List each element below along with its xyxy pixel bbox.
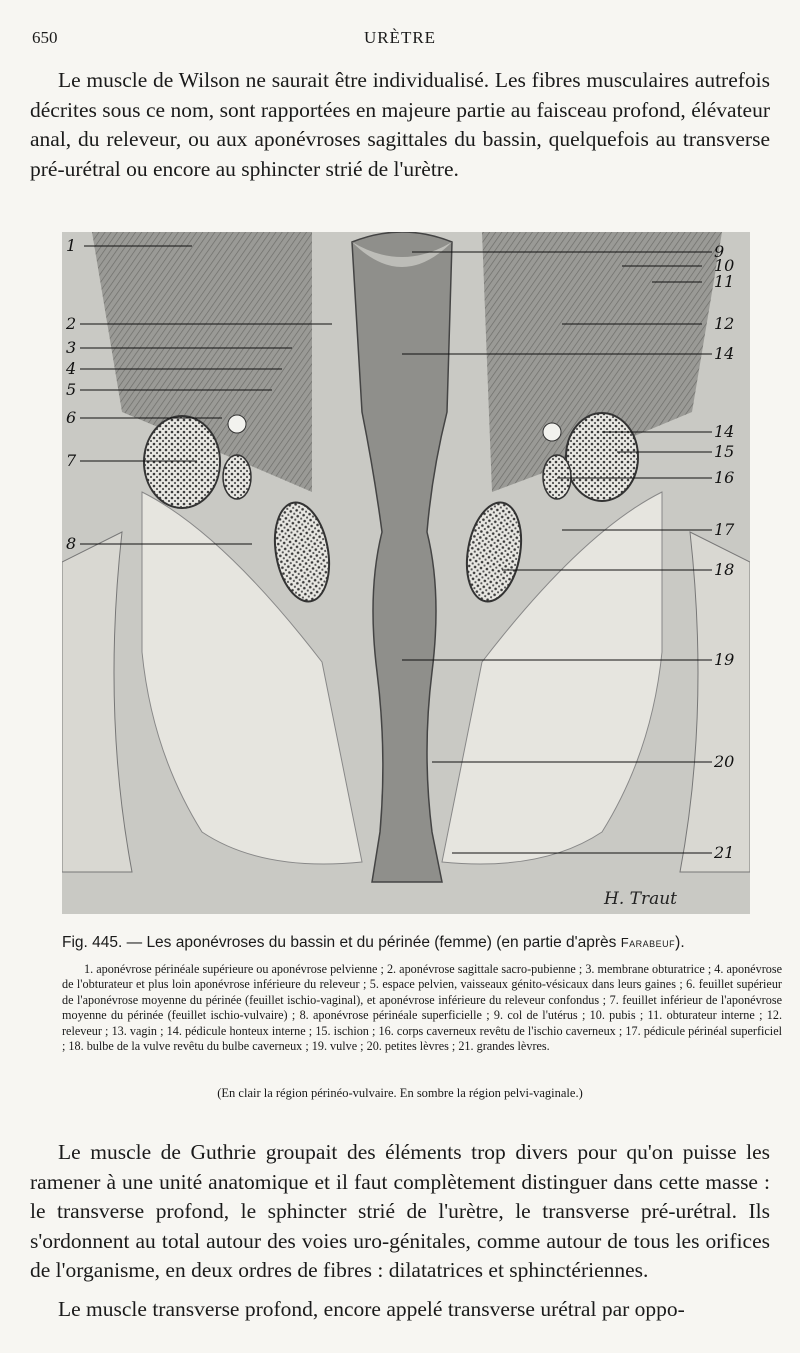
page-header <box>0 28 800 52</box>
figure-title-closing: ). <box>675 934 685 951</box>
callout-4: 4 <box>66 359 77 378</box>
callout-14: 14 <box>714 422 735 441</box>
left-corpus-cavernosum <box>223 455 251 499</box>
paragraph-wilson <box>30 66 770 184</box>
callout-14: 14 <box>714 344 735 363</box>
illustrator-signature: H. Traut <box>604 889 678 909</box>
callout-21: 21 <box>714 843 735 862</box>
callout-19: 19 <box>714 650 735 669</box>
figure-attribution: Farabeuf <box>620 935 676 950</box>
paragraph-transverse <box>30 1295 770 1325</box>
callout-9: 9 <box>714 242 725 261</box>
page-number: 650 <box>32 28 58 47</box>
figure-note: (En clair la région périnéo-vulvaire. En sombre la région pelvi-vaginale.) <box>217 1086 583 1100</box>
callout-10: 10 <box>714 256 735 275</box>
callout-12: 12 <box>714 314 735 333</box>
anatomical-figure <box>62 232 750 914</box>
paragraph-guthrie <box>30 1138 770 1286</box>
callout-2: 2 <box>66 314 77 333</box>
left-pudendal-vessel <box>228 415 246 433</box>
callout-1: 1 <box>66 236 77 255</box>
paragraph-transverse-text: Le muscle transverse profond, encore appelé transverse urétral par oppo- <box>58 1297 685 1321</box>
running-title: URÈTRE <box>363 28 437 47</box>
paragraph-guthrie-text: Le muscle de Guthrie groupait des éléments trop divers pour qu'on puisse les ramener à une unité anatomique et il faut complètement distinguer dans cette masse : le transverse profond, le sphincter strié de l'urètre, le transverse pré-urétral. Ils s'ordonnent au total autour des voies uro-génitales, comme autour de tous les orifices de l'organisme, en deux ordres de fibres : dilatatrices et sphinctériennes. <box>30 1140 770 1282</box>
callout-8: 8 <box>66 534 77 553</box>
paragraph-wilson-text: Le muscle de Wilson ne saurait être individualisé. Les fibres musculaires autrefois décrites sous ce nom, sont rapportées en majeure partie au faisceau profond, élévateur anal, du releveur, ou aux aponévroses sagittales du bassin, quelquefois au transverse pré-urétral ou encore au sphincter strié de l'urètre. <box>30 68 770 181</box>
figure-legend <box>62 962 782 1054</box>
callout-16: 16 <box>714 468 735 487</box>
right-pudendal-vessel <box>543 423 561 441</box>
callout-18: 18 <box>714 560 735 579</box>
callout-6: 6 <box>66 408 77 427</box>
callout-11: 11 <box>714 272 735 291</box>
callout-17: 17 <box>714 520 735 539</box>
callout-3: 3 <box>66 338 77 357</box>
figure-legend-text: 1. aponévrose périnéale supérieure ou aponévrose pelvienne ; 2. aponévrose sagittale sacro-pubienne ; 3. membrane obturatrice ; 4. aponévrose de l'obturateur et plus loin aponévrose inférieure du releveur ; 5. espace pelvien, vaisseaux génito-vésicaux dans leurs gaines ; 6. feuillet supérieur de l'aponévrose moyenne du périnée (feuillet ischio-vaginal), et aponévrose inférieure du releveur confondus ; 7. feuillet inférieur de l'aponévrose moyenne du périnée (feuillet ischio-vulvaire) ; 8. aponévrose périnéale superficielle ; 9. col de l'utérus ; 10. pubis ; 11. obturateur interne ; 12. releveur ; 13. vagin ; 14. pédicule honteux interne ; 15. ischion ; 16. corps caverneux revêtu de l'ischio caverneux ; 17. pédicule périnéal superficiel ; 18. bulbe de la vulve revêtu du bulbe caverneux ; 19. vulve ; 20. petites lèvres ; 21. grandes lèvres. <box>62 962 782 1054</box>
right-ischium <box>566 413 638 501</box>
figure-illustration <box>62 232 750 914</box>
figure-label: Fig. 445. — <box>62 934 143 951</box>
callout-15: 15 <box>714 442 735 461</box>
left-ischium <box>144 416 220 508</box>
callout-5: 5 <box>66 380 77 399</box>
figure-title: Les aponévroses du bassin et du périnée (femme) (en partie d'après <box>146 934 617 951</box>
figure-caption-title <box>62 934 782 952</box>
callout-7: 7 <box>66 451 77 470</box>
callout-20: 20 <box>714 752 735 771</box>
right-corpus-cavernosum <box>543 455 571 499</box>
